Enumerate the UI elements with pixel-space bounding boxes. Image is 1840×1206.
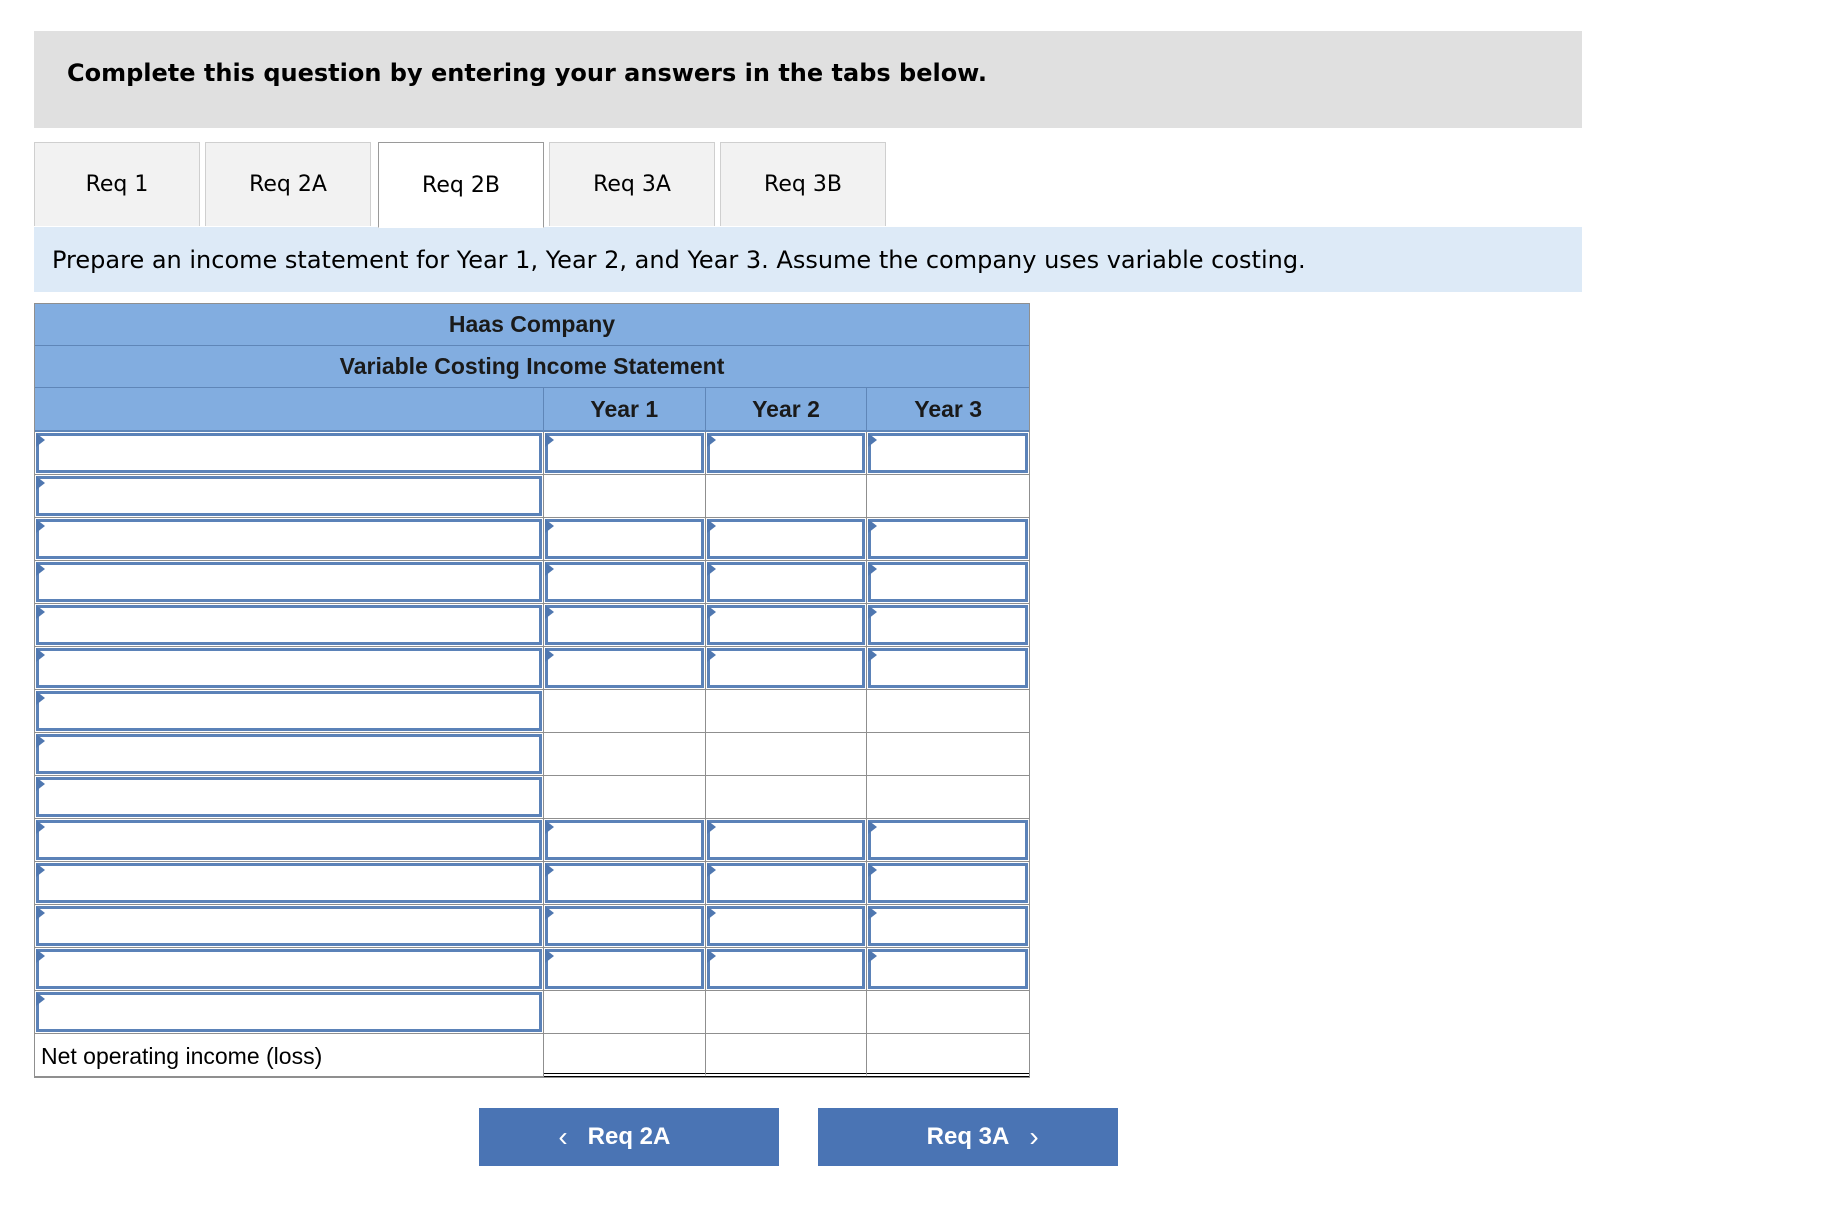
account-dropdown[interactable] (36, 562, 542, 602)
year-1-cell (544, 561, 706, 604)
year-3-amount-input[interactable] (868, 519, 1028, 559)
tab-req-1[interactable]: Req 1 (34, 142, 200, 226)
year-1-cell (544, 647, 706, 690)
year-3-amount-input[interactable] (868, 605, 1028, 645)
year-1-amount-input[interactable] (545, 605, 704, 645)
year-1-cell (544, 819, 706, 862)
year-3-amount-input[interactable] (868, 820, 1028, 860)
year-1-cell (544, 991, 706, 1034)
year-1-cell (544, 733, 706, 776)
year-1-cell (544, 905, 706, 948)
year-1-amount-input[interactable] (545, 863, 704, 903)
year-1-cell (544, 690, 706, 733)
year-1-cell (544, 432, 706, 475)
year-2-cell (706, 862, 868, 905)
year-2-cell (706, 561, 868, 604)
statement-row (35, 948, 1029, 991)
year-3-cell (867, 905, 1029, 948)
statement-row (35, 690, 1029, 733)
year-3-cell (867, 475, 1029, 518)
year-3-cell (867, 991, 1029, 1034)
row-label-cell (35, 905, 544, 948)
prev-req-2a-button[interactable] (479, 1108, 779, 1166)
year-1-amount-input[interactable] (545, 820, 704, 860)
year-2-amount-input[interactable] (707, 648, 866, 688)
income-statement-table (34, 303, 1030, 1078)
statement-row (35, 604, 1029, 647)
row-label-cell (35, 561, 544, 604)
statement-row (35, 905, 1029, 948)
account-dropdown[interactable] (36, 433, 542, 473)
year-3-amount-input[interactable] (868, 562, 1028, 602)
account-dropdown[interactable] (36, 519, 542, 559)
year-1-cell (544, 475, 706, 518)
banner-text: Complete this question by entering your answers in the tabs below. (67, 59, 987, 87)
year-2-cell (706, 604, 868, 647)
account-dropdown[interactable] (36, 777, 542, 817)
statement-row (35, 819, 1029, 862)
account-dropdown[interactable] (36, 949, 542, 989)
year-3-amount-input[interactable] (868, 433, 1028, 473)
statement-row (35, 647, 1029, 690)
year-1-cell (544, 604, 706, 647)
year-2-cell (706, 905, 868, 948)
year-3-amount-input[interactable] (868, 863, 1028, 903)
year-3-amount-input[interactable] (868, 906, 1028, 946)
column-header-year-2: Year 2 (706, 388, 868, 431)
year-1-amount-input[interactable] (545, 519, 704, 559)
year-2-cell (706, 776, 868, 819)
tab-req-3b[interactable]: Req 3B (720, 142, 886, 226)
row-label-cell (35, 776, 544, 819)
account-dropdown[interactable] (36, 863, 542, 903)
statement-row (35, 862, 1029, 905)
net-income-year-2-cell (706, 1034, 868, 1077)
tab-req-2a[interactable]: Req 2A (205, 142, 371, 226)
year-3-cell (867, 561, 1029, 604)
year-1-amount-input[interactable] (545, 433, 704, 473)
year-2-amount-input[interactable] (707, 863, 866, 903)
account-dropdown[interactable] (36, 992, 542, 1032)
row-label-cell (35, 475, 544, 518)
row-label-cell (35, 432, 544, 475)
row-label-cell (35, 862, 544, 905)
year-3-cell (867, 604, 1029, 647)
label-column-header (35, 388, 544, 431)
account-dropdown[interactable] (36, 605, 542, 645)
year-1-amount-input[interactable] (545, 906, 704, 946)
net-income-year-1-cell (544, 1034, 706, 1077)
year-1-cell (544, 948, 706, 991)
tab-req-3a[interactable]: Req 3A (549, 142, 715, 226)
next-req-3a-button[interactable] (818, 1108, 1118, 1166)
tab-bar (34, 142, 1582, 228)
year-2-amount-input[interactable] (707, 949, 866, 989)
year-2-cell (706, 518, 868, 561)
next-button-label: Req 3A (926, 1123, 1010, 1150)
account-dropdown[interactable] (36, 691, 542, 731)
year-3-cell (867, 733, 1029, 776)
year-2-amount-input[interactable] (707, 605, 866, 645)
chevron-left-icon: ‹ (558, 1121, 568, 1152)
row-label-cell (35, 518, 544, 561)
instruction-text: Prepare an income statement for Year 1, Year 2, and Year 3. Assume the company uses variable costing. (52, 246, 1306, 274)
question-instruction (34, 227, 1582, 292)
net-income-year-3-cell (867, 1034, 1029, 1077)
year-2-amount-input[interactable] (707, 906, 866, 946)
account-dropdown[interactable] (36, 476, 542, 516)
tab-req-2b[interactable]: Req 2B (378, 142, 544, 228)
year-2-cell (706, 948, 868, 991)
statement-row (35, 733, 1029, 776)
statement-row (35, 991, 1029, 1034)
year-2-amount-input[interactable] (707, 562, 866, 602)
chevron-right-icon: › (1029, 1121, 1039, 1152)
year-1-amount-input[interactable] (545, 562, 704, 602)
statement-row (35, 776, 1029, 819)
year-3-cell (867, 948, 1029, 991)
net-operating-income-label: Net operating income (loss) (41, 1043, 323, 1069)
statement-row (35, 432, 1029, 475)
year-2-cell (706, 690, 868, 733)
prev-button-label: Req 2A (587, 1123, 671, 1150)
year-3-cell (867, 518, 1029, 561)
year-1-amount-input[interactable] (545, 949, 704, 989)
statement-row (35, 561, 1029, 604)
row-label-cell (35, 604, 544, 647)
year-2-cell (706, 647, 868, 690)
row-label-cell (35, 647, 544, 690)
year-3-cell (867, 862, 1029, 905)
row-label-cell (35, 690, 544, 733)
instructions-banner (34, 31, 1582, 128)
company-name: Haas Company (35, 304, 1029, 346)
year-2-cell (706, 432, 868, 475)
year-2-amount-input[interactable] (707, 820, 866, 860)
year-2-cell (706, 819, 868, 862)
year-2-cell (706, 475, 868, 518)
account-dropdown[interactable] (36, 820, 542, 860)
year-3-cell (867, 647, 1029, 690)
account-dropdown[interactable] (36, 648, 542, 688)
net-operating-income-row (35, 1034, 1029, 1077)
column-header-year-1: Year 1 (544, 388, 706, 431)
year-3-amount-input[interactable] (868, 949, 1028, 989)
year-3-amount-input[interactable] (868, 648, 1028, 688)
statement-row (35, 475, 1029, 518)
year-3-cell (867, 776, 1029, 819)
year-2-cell (706, 733, 868, 776)
year-2-cell (706, 991, 868, 1034)
row-label-cell (35, 733, 544, 776)
statement-row (35, 518, 1029, 561)
column-header-row (35, 388, 1029, 432)
year-1-cell (544, 776, 706, 819)
year-1-cell (544, 518, 706, 561)
year-3-cell (867, 819, 1029, 862)
year-3-cell (867, 432, 1029, 475)
row-label-cell (35, 948, 544, 991)
column-header-year-3: Year 3 (867, 388, 1029, 431)
year-2-amount-input[interactable] (707, 433, 866, 473)
statement-title: Variable Costing Income Statement (35, 346, 1029, 388)
row-label-cell (35, 819, 544, 862)
row-label-cell (35, 991, 544, 1034)
year-3-cell (867, 690, 1029, 733)
year-2-amount-input[interactable] (707, 519, 866, 559)
account-dropdown[interactable] (36, 906, 542, 946)
net-operating-income-label-cell (35, 1034, 544, 1077)
year-1-amount-input[interactable] (545, 648, 704, 688)
year-1-cell (544, 862, 706, 905)
account-dropdown[interactable] (36, 734, 542, 774)
